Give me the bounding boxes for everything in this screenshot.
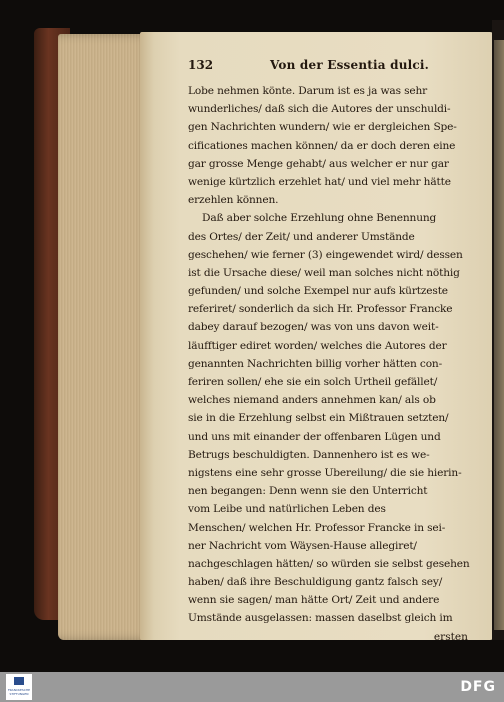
text-line: und uns mit einander der offenbaren Lügen und (188, 430, 441, 443)
running-head: Von der Essentia dulci. (270, 58, 430, 72)
text-line: gen Nachrichten wundern/ wie er dergleichen Spe- (188, 121, 457, 134)
text-line: dabey darauf bezogen/ was von uns davon weit- (188, 321, 439, 334)
text-line: ner Nachricht vom Wäysen-Hause allegiret/ (188, 539, 417, 552)
viewer-footer-bar (0, 672, 504, 702)
facing-page-sliver (494, 40, 504, 630)
text-line: Umstände ausgelassen: massen daselbst gleich im (188, 612, 453, 625)
text-line: sie in die Erzehlung selbst ein Mißtrauen setzten/ (188, 412, 449, 425)
text-line: feriren sollen/ ehe sie ein solch Urtheil gefället/ (188, 376, 438, 388)
page-edges (58, 34, 152, 640)
text-line: wenn sie sagen/ man hätte Ort/ Zeit und andere (188, 594, 440, 607)
text-line: Lobe nehmen könte. Darum ist es ja was sehr (188, 85, 428, 97)
text-line: geschehen/ wie ferner (3) eingewendet wird/ dessen (188, 248, 463, 261)
text-line: nachgeschlagen hätten/ so würden sie selbst gesehen (188, 557, 470, 570)
text-line: Betrugs beschuldigten. Dannenhero ist es we- (188, 448, 430, 461)
text-line: genannten Nachrichten billig vorher hätten con- (188, 357, 443, 370)
logo-text: FRANCKESCHE STIFTUNGEN (7, 688, 31, 696)
institution-logo[interactable] (6, 674, 32, 700)
text-line: ist die Ursache diese/ weil man solches nicht nöthig (188, 266, 460, 279)
text-line: cificationes machen können/ da er doch deren eine (188, 139, 456, 152)
text-line: gar grosse Menge gehabt/ aus welcher er nur gar (188, 157, 449, 170)
text-line: referiret/ sonderlich da sich Hr. Professor Francke (188, 303, 453, 316)
text-line: erzehlen können. (188, 194, 279, 207)
text-line: Daß aber solche Erzehlung ohne Benennung (202, 212, 437, 225)
text-line: vom Leibe und natürlichen Leben des (188, 503, 386, 516)
text-line: nen begangen: Denn wenn sie den Unterricht (188, 485, 428, 498)
text-line: haben/ daß ihre Beschuldigung gantz falsch sey/ (188, 576, 443, 589)
logo-emblem-icon (14, 677, 24, 685)
dfg-logo[interactable]: DFG (460, 679, 496, 695)
text-line: wenige kürtzlich erzehlet hat/ und viel mehr hätte (188, 175, 451, 188)
text-line: Menschen/ welchen Hr. Professor Francke in sei- (188, 521, 446, 534)
text-line: gefunden/ und solche Exempel nur aufs kürtzeste (188, 285, 448, 298)
text-lines (188, 82, 482, 628)
page-header (188, 58, 482, 78)
text-line: des Ortes/ der Zeit/ und anderer Umstände (188, 230, 415, 243)
text-line: welches niemand anders annehmen kan/ als ob (188, 394, 436, 407)
catchword: ersten (433, 630, 468, 643)
text-line: nigstens eine sehr grosse Ubereilung/ die sie hierin- (188, 466, 462, 479)
page-number: 132 (188, 58, 214, 72)
page-text-block (188, 58, 482, 646)
text-line: wunderliches/ daß sich die Autores der unschuldi- (188, 103, 451, 116)
text-line: läufftiger ediret worden/ welches die Autores der (188, 339, 447, 352)
